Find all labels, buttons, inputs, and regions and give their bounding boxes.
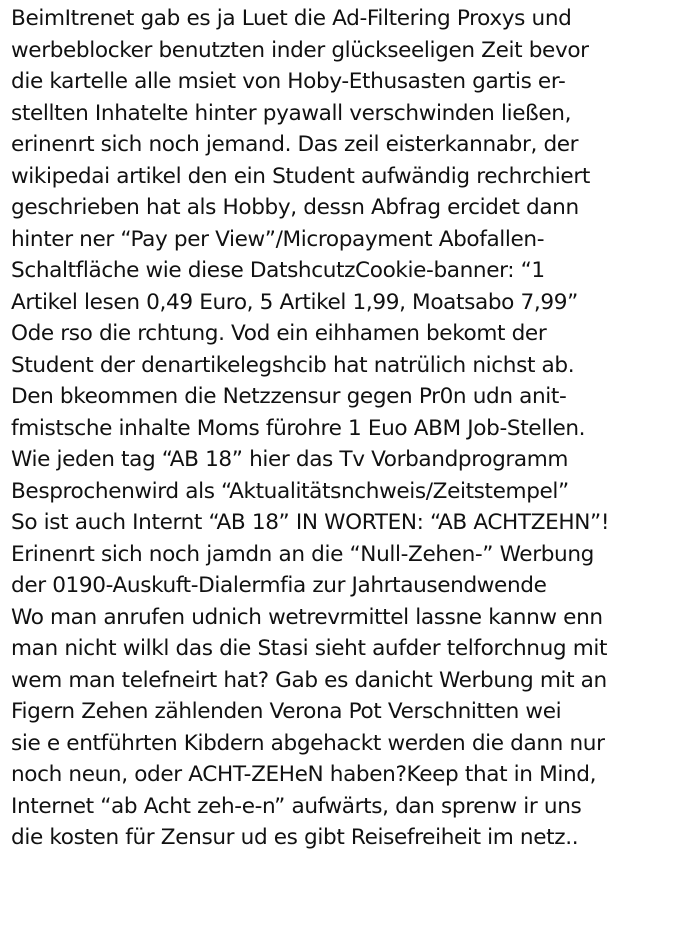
text-line-27: die kosten für Zensur ud es gibt Reisefreiheit im netz..	[11, 825, 579, 850]
text-line-1: BeimItrenet gab es ja Luet die Ad-Filtering Proxys und	[11, 6, 572, 31]
text-line-24: sie e entführten Kibdern abgehackt werden die dann nur	[11, 730, 605, 756]
text-line-15: Wie jeden tag “AB 18” hier das Tv Vorbandprogramm	[11, 447, 569, 472]
text-line-25: noch neun, oder ACHT-ZEHeN haben?Keep that in Mind,	[11, 762, 597, 787]
text-line-20: Wo man anrufen udnich wetrevrmittel lassne kannw enn	[11, 604, 603, 630]
text-line-2: werbeblocker benutzten inder glückseeligen Zeit bevor	[11, 37, 589, 63]
text-line-7: geschrieben hat als Hobby, dessn Abfrag ercidet dann	[11, 195, 579, 220]
text-line-3: die kartelle alle msiet von Hoby-Ethusasten gartis er-	[11, 69, 566, 94]
text-line-4: stellten Inhatelte hinter pyawall verschwinden ließen,	[11, 100, 572, 126]
text-line-26: Internet “ab Acht zeh-e-n” aufwärts, dan sprenw ir uns	[11, 793, 582, 819]
text-line-12: Student der denartikelegshcib hat natrülich nichst ab.	[11, 352, 575, 378]
text-line-11: Ode rso die rchtung. Vod ein eihhamen bekomt der	[11, 321, 547, 346]
text-line-9: Schaltfläche wie diese DatshcutzCookie-banner: “1	[11, 258, 545, 283]
text-line-19: der 0190-Auskuft-Dialermfia zur Jahrtausendwende	[11, 573, 547, 598]
text-line-18: Erinenrt sich noch jamdn an die “Null-Zehen-” Werbung	[11, 541, 594, 567]
text-line-23: Figern Zehen zählenden Verona Pot Verschnitten wei	[11, 699, 562, 724]
text-line-13: Den bkeommen die Netzzensur gegen Pr0n udn anit-	[11, 384, 567, 409]
text-line-8: hinter ner “Pay per View”/Micropayment Abofallen-	[11, 226, 545, 252]
text-line-17: So ist auch Internt “AB 18” IN WORTEN: “AB ACHTZEHN”!	[11, 510, 610, 535]
text-line-5: erinenrt sich noch jemand. Das zeil eisterkannabr, der	[11, 132, 579, 157]
body-text	[11, 3, 683, 854]
text-line-14: fmistsche inhalte Moms fürohre 1 Euo ABM Job-Stellen.	[11, 415, 586, 441]
text-line-6: wikipedai artikel den ein Student aufwändig rechrchiert	[11, 163, 590, 189]
text-line-21: man nicht wilkl das die Stasi sieht aufder telforchnug mit	[11, 636, 608, 661]
text-line-10: Artikel lesen 0,49 Euro, 5 Artikel 1,99, Moatsabo 7,99”	[11, 289, 578, 315]
text-line-16: Besprochenwird als “Aktualitätsnchweis/Zeitstempel”	[11, 478, 569, 504]
text-line-22: wem man telefneirt hat? Gab es danicht Werbung mit an	[11, 667, 607, 693]
